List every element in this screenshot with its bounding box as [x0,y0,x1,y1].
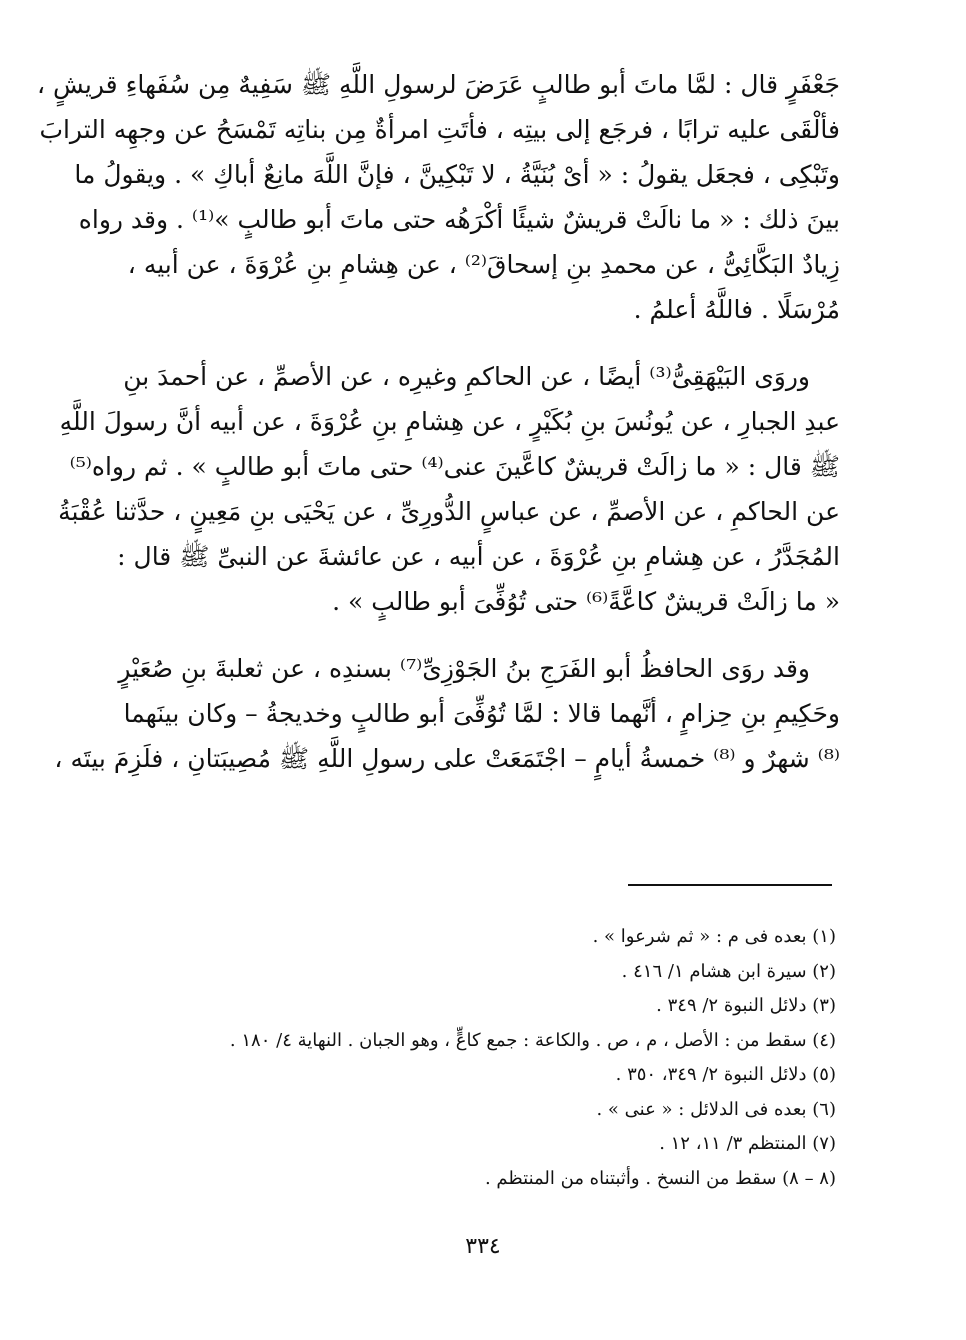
footnote: (٤) سقط من : الأصل ، م ، ص . والكاعة : جمع كاعٍّ ، وهو الجبان . النهاية ٤/ ١٨٠ . [229,1029,836,1051]
paragraph [58,354,840,624]
text-line: عبدِ الجبارِ ، عن يُونُسَ بنِ بُكَيْرٍ ، عن هِشامِ بنِ عُرْوَةَ ، عن أبيه أنَّ رسولَ اللَّهِ [59,407,840,436]
paragraph [37,62,840,332]
footnote: (٨ – ٨) سقط من النسخ . وأثبتناه من المنتظم . [484,1167,836,1189]
text-line: بينَ ذلك : « ما نالَتْ قريشٌ شيئًا أكْرَهُه حتى ماتَ أبو طالبٍ »⁽¹⁾ . وقد رواه [78,205,840,234]
text-line: مُرْسَلًا . فاللَّهُ أعلمُ . [633,295,840,324]
footnote: (٣) دلائل النبوة ٢/ ٣٤٩ . [656,995,836,1016]
text-line: زِيادٌ البَكَّائِىُّ ، عن محمدِ بنِ إسحاقَ⁽²⁾ ، عن هِشامِ بنِ عُرْوَةَ ، عن أبيه ، [127,250,840,279]
paragraph [54,646,840,781]
text-line: فألْقَى عليه ترابًا ، فرجَع إلى بيتِه ، فأتَتِ امرأةٌ مِن بناتِه تَمْسَحُ عن وجهِه الترابَ [39,115,840,144]
footnotes [160,920,836,1196]
text-line: وتَبْكِى ، فجعَل يقولُ : « أىْ بُنَيَّةُ ، لا تَبْكِينَّ ، فإنَّ اللَّهَ مانِعٌ أباكِ » . ويقولُ ما [74,160,840,189]
paragraph-gap [112,332,840,354]
footnote-separator [628,884,832,886]
footnote: (٧) المنتظم ٣/ ١١، ١٢ . [659,1133,836,1154]
text-line: ⁽⁸⁾ شهرٌ و ⁽⁸⁾ خمسةُ أيامٍ – اجْتَمَعَتْ على رسولِ اللَّهِ ﷺ مُصِيبَتانِ ، فلَزِمَ بيتَه ، [54,744,840,773]
page-number: ٣٣٤ [465,1234,501,1259]
main-text [37,62,840,781]
paragraph-gap [112,624,840,646]
footnote: (١) بعده فى م : « ثم شرعوا » . [592,926,836,947]
text-line: « ما زالَتْ قريشٌ كاعَّةً⁽⁶⁾ حتى تُوُفِّىَ أبو طالبٍ » . [332,587,840,616]
footnote: (٦) بعده فى الدلائل : « عنى » . [596,1098,836,1120]
text-line: وحَكِيمِ بنِ حِزامٍ ، أنَّهما قالا : لمَّا تُوُفِّىَ أبو طالبٍ وخديجةُ – وكان بينَهما [123,699,840,728]
footnote: (٢) سيرة ابن هشام ١/ ٤١٦ . [621,960,836,982]
text-line: ﷺ قال : « ما زالَتْ قريشٌ كاعَّينَ عنى⁽⁴⁾ حتى ماتَ أبو طالبٍ » . ثم رواه⁽⁵⁾ [69,452,840,481]
footnote: (٥) دلائل النبوة ٢/ ٣٤٩، ٣٥٠ . [615,1064,836,1085]
text-line: جَعْفَرٍ قال : لمَّا ماتَ أبو طالبٍ عَرَضَ لرسولِ اللَّهِ ﷺ سَفِيهٌ مِن سُفَهاءِ قريشٍ ، [37,70,840,99]
text-line: وروَى البَيْهَقِىُّ⁽³⁾ أيضًا ، عن الحاكمِ وغيرِه ، عن الأصمِّ ، عن أحمدَ بنِ [123,362,810,391]
text-line: وقد روَى الحافظُ أبو الفَرَجِ بنُ الجَوْزِىِّ⁽⁷⁾ بسندِه ، عن ثعلبةَ بنِ صُعَيْرٍ [118,654,810,683]
text-line: المُجَدَّرُ ، عن هِشامِ بنِ عُرْوَةَ ، عن أبيه ، عن عائشةَ عن النبىِّ ﷺ قال : [117,542,840,571]
text-line: عن الحاكمِ ، عن الأصمِّ ، عن عباسٍ الدُّورِىِّ ، عن يَحْيَى بنِ مَعِينٍ ، حدَّثنا عُقْبَةُ [58,497,840,526]
